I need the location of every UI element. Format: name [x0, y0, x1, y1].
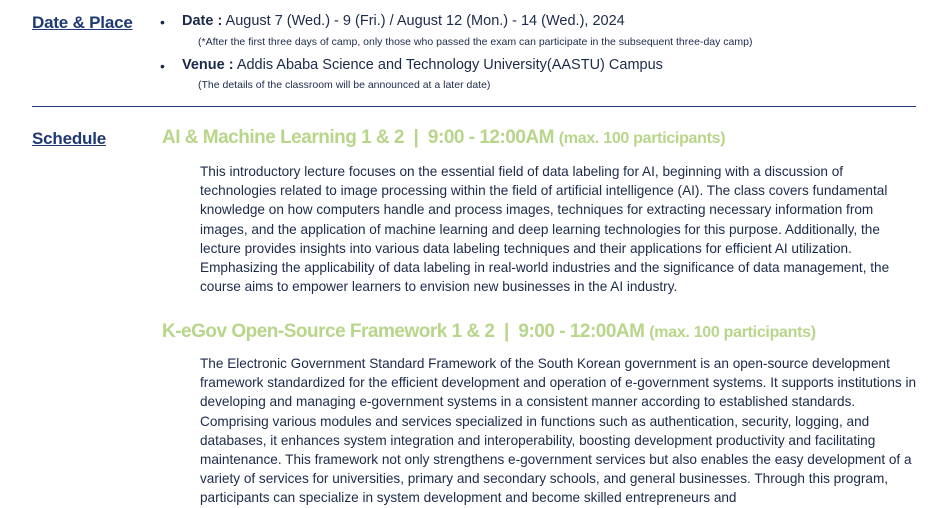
date-note: (*After the first three days of camp, only those who passed the exam can participate in the subsequent three-day camp): [198, 36, 753, 48]
venue-line: [182, 57, 663, 73]
schedule-heading: Schedule: [32, 129, 106, 148]
date-label: Date :: [182, 13, 223, 29]
course-title-egov-text: K-eGov Open-Source Framework 1 & 2 | 9:00 - 12:00AM: [162, 321, 645, 342]
date-bullet: •: [160, 14, 165, 30]
course-capacity-egov: (max. 100 participants): [649, 324, 816, 341]
venue-bullet: •: [160, 58, 165, 74]
venue-note: (The details of the classroom will be announced at a later date): [198, 79, 491, 91]
course-description-ai: This introductory lecture focuses on the essential field of data labeling for AI, beginning with a discussion of technologies related to image processing within the field of artificial intelligence (AI). The class covers fundamental knowledge on how computers handle and process images, techniques for extracting necessary information from images, and the application of machine learning and deep learning technologies for this purpose. Additionally, the lecture provides insights into various data labeling techniques and their applications for efficient AI utilization. Emphasizing the applicability of data labeling in real-world industries and the significance of data management, the course aims to empower learners to envision new businesses in the AI industry.: [200, 164, 890, 295]
date-place-heading: Date & Place: [32, 13, 133, 32]
venue-label: Venue :: [182, 57, 234, 73]
date-line: [182, 13, 625, 29]
course-title-ai: [162, 127, 725, 149]
section-divider: [32, 106, 916, 107]
course-description-egov: The Electronic Government Standard Framework of the South Korean government is an open-source development framework standardized for the efficient development and operation of e-government systems. It supports institutions in developing and managing e-government systems in a consistent manner according to established standards. Comprising various modules and services specialized in functions such as authentication, security, logging, and databases, it enhances system integration and interoperability, boosting development productivity and facilitating maintenance. This framework not only strengthens e-government services but also enables the easy development of a variety of services for universities, primary and secondary schools, and general businesses. Through this program, participants can specialize in system development and become skilled entrepreneurs and: [200, 356, 917, 506]
venue-value: Addis Ababa Science and Technology University(AASTU) Campus: [236, 57, 663, 73]
date-value: August 7 (Wed.) - 9 (Fri.) / August 12 (Mon.) - 14 (Wed.), 2024: [225, 13, 625, 29]
course-title-egov: [162, 321, 816, 343]
course-capacity-ai: (max. 100 participants): [558, 130, 726, 147]
course-title-ai-text: AI & Machine Learning 1 & 2 | 9:00 - 12:00AM: [162, 127, 554, 148]
